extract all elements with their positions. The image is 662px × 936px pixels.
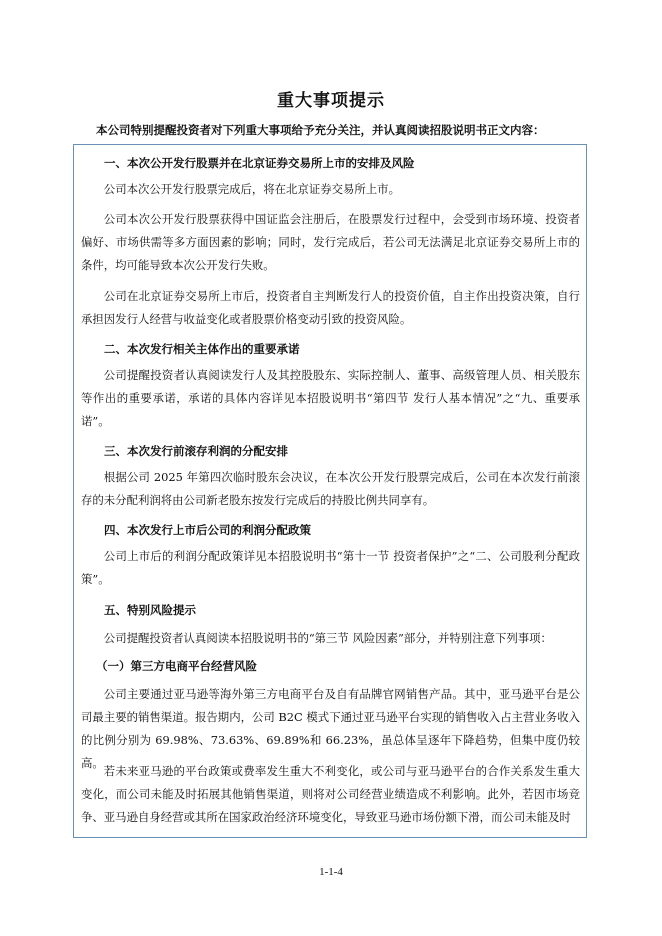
section-1-paragraph: 公司在北京证券交易所上市后，投资者自主判断发行人的投资价值，自主作出投资决策，自行承担因发行人经营与收益变化或者股票价格变动引致的投资风险。	[81, 289, 580, 326]
section-2-heading: 二、本次发行相关主体作出的重要承诺	[104, 342, 300, 356]
section-4-heading: 四、本次发行上市后公司的利润分配政策	[104, 523, 311, 537]
subsection-1-paragraph: 公司主要通过亚马逊等海外第三方电商平台及自有品牌官网销售产品。其中，亚马逊平台是公司最主要的销售渠道。报告期内，公司 B2C 模式下通过亚马逊平台实现的销售收入占主营业务收入的比例分别为 69.98%、73.63%、69.89%和 66.23%，虽总体呈逐年下降趋势，但集中度仍较高。	[81, 687, 580, 770]
section-3-heading: 三、本次发行前滚存利润的分配安排	[104, 444, 288, 458]
section-5-heading: 五、特别风险提示	[104, 603, 196, 617]
section-5-paragraph: 公司提醒投资者认真阅读本招股说明书的“第三节 风险因素”部分，并特别注意下列事项：	[103, 631, 552, 645]
subsection-1-heading: （一）第三方电商平台经营风险	[96, 659, 257, 673]
page-title: 重大事项提示	[277, 91, 385, 111]
intro-statement: 本公司特别提醒投资者对下列重大事项给予充分关注，并认真阅读招股说明书正文内容：	[96, 123, 545, 137]
notice-box	[73, 144, 587, 838]
page-number: 1-1-4	[319, 866, 343, 878]
section-4-paragraph: 公司上市后的利润分配政策详见本招股说明书“第十一节 投资者保护”之“二、公司股利分配政策”。	[81, 549, 580, 586]
section-2-paragraph: 公司提醒投资者认真阅读发行人及其控股股东、实际控制人、董事、高级管理人员、相关股东等作出的重要承诺，承诺的具体内容详见本招股说明书“第四节 发行人基本情况”之“九、重要承诺”。	[81, 368, 580, 428]
section-1-paragraph: 公司本次公开发行股票获得中国证监会注册后，在股票发行过程中，会受到市场环境、投资者偏好、市场供需等多方面因素的影响；同时，发行完成后，若公司无法满足北京证券交易所上市的条件，均可能导致本次公开发行失败。	[81, 212, 580, 272]
section-1-heading: 一、本次公开发行股票并在北京证券交易所上市的安排及风险	[104, 156, 415, 170]
section-3-paragraph: 根据公司 2025 年第四次临时股东会决议，在本次公开发行股票完成后，公司在本次发行前滚存的未分配利润将由公司新老股东按发行完成后的持股比例共同享有。	[81, 470, 580, 507]
section-1-paragraph: 公司本次公开发行股票完成后，将在北京证券交易所上市。	[103, 182, 400, 196]
subsection-1-paragraph: 若未来亚马逊的平台政策或费率发生重大不利变化，或公司与亚马逊平台的合作关系发生重大变化，而公司未能及时拓展其他销售渠道，则将对公司经营业绩造成不利影响。此外，若因市场竞争、亚马逊自身经营或其所在国家政治经济环境变化，导致亚马逊市场份额下滑，而公司未能及时	[81, 764, 580, 824]
